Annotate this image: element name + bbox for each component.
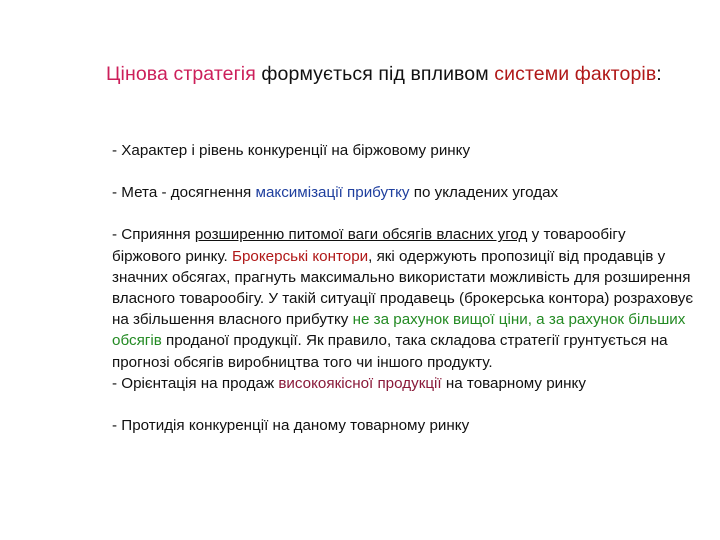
orientation-highlight: високоякісної продукції [278, 374, 442, 392]
spacer [106, 394, 696, 415]
title-factor-system: системи факторів [494, 63, 657, 85]
spacer [106, 161, 696, 182]
title-colon: : [656, 63, 662, 85]
share-suffix: проданої продукції. Як правило, така складова стратегії грунтується на прогнозі обсягів виробництва того чи іншого продукту. [112, 332, 668, 371]
factor-competition: - Характер і рівень конкуренції на біржовому ринку [112, 142, 471, 159]
share-highlight-brokers: Брокерські контори [232, 247, 369, 265]
title-pricing-strategy: Цінова стратегія [106, 63, 256, 85]
spacer [106, 203, 696, 224]
share-highlight-volume: не за рахунок вищої ціни, а за рахунок більших обсягів [112, 311, 686, 350]
goal-suffix: по укладених угодах [409, 184, 559, 202]
goal-highlight: максимізації прибутку [255, 184, 410, 202]
share-middle-1: у товарообігу біржового ринку. [112, 226, 626, 265]
slide-title [106, 60, 696, 89]
goal-prefix: - Мета - досягнення [112, 184, 256, 202]
share-middle-2: , які одержують пропозиції від продавців у значних обсягах, прагнуть максимально використати можливість для розширення власного товарообігу. У такій ситуації продавець (брокерська контора) розраховує на збільшення власного прибутку [112, 247, 694, 329]
factor-orientation [106, 373, 696, 394]
share-underlined: розширенню питомої ваги обсягів власних угод [194, 226, 528, 244]
factor-goal [106, 182, 696, 203]
factor-list [106, 140, 696, 436]
title-middle: формується під впливом [255, 63, 495, 85]
orientation-prefix: - Орієнтація на продаж [112, 374, 279, 392]
factor-volume-share [106, 224, 696, 372]
share-prefix: - Сприяння [112, 226, 195, 244]
factor-counteraction: - Протидія конкуренції на даному товарному ринку [112, 417, 470, 435]
orientation-suffix: на товарному ринку [441, 374, 586, 392]
